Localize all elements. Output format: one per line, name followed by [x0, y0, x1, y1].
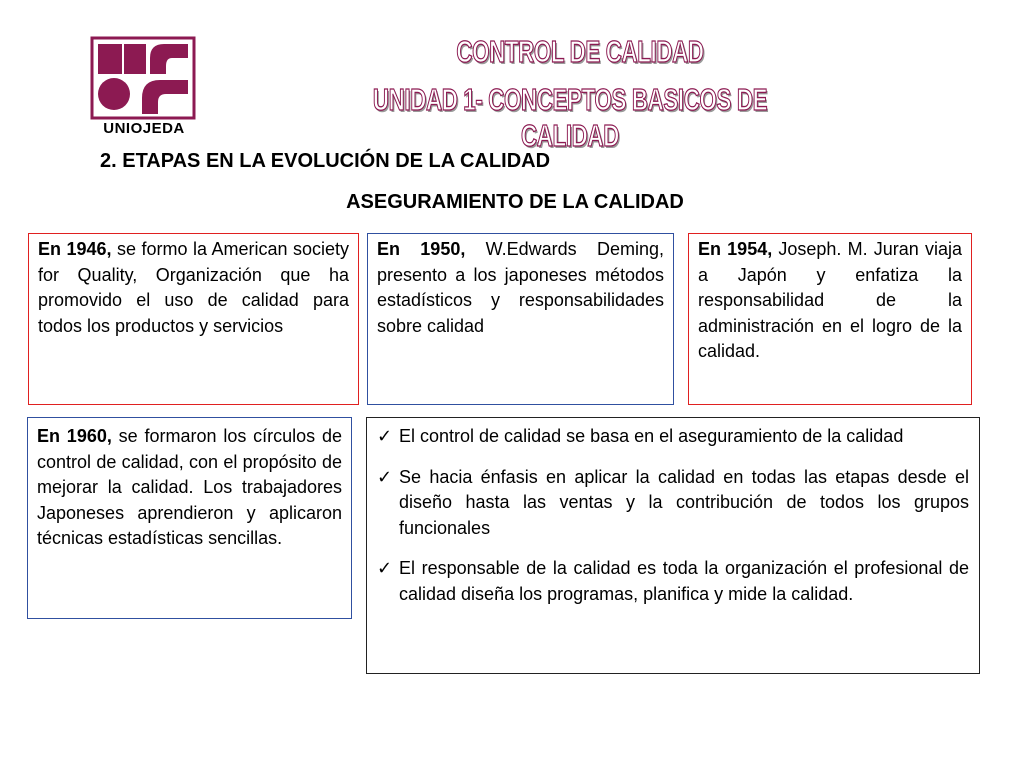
list-item	[377, 424, 969, 450]
box-1946	[28, 233, 359, 405]
check-icon: ✓	[377, 466, 393, 488]
box-1950-text: W.Edwards Deming, presento a los japoneses métodos estadísticos y responsabilidades sobre calidad	[377, 239, 664, 336]
box-1950	[367, 233, 674, 405]
check-icon: ✓	[377, 558, 393, 579]
box-1960-year: En 1960,	[37, 426, 112, 446]
subsection-heading: ASEGURAMIENTO DE LA CALIDAD	[346, 191, 684, 213]
box-1960	[27, 417, 352, 619]
summary-box	[366, 417, 980, 674]
check-icon: ✓	[377, 426, 393, 447]
box-1946-text: se formo la American society for Quality, Organización que ha promovido el uso de calidad para todos los productos y servicios	[38, 239, 350, 336]
box-1946-year: En 1946,	[38, 239, 112, 259]
box-1954	[688, 233, 972, 405]
list-item	[377, 465, 969, 542]
list-item-text: Se hacia énfasis en aplicar la calidad en todas las etapas desde el diseño hasta las ventas y la contribución de todos los grupos funcionales	[399, 466, 969, 538]
list-item	[377, 556, 969, 607]
box-1950-year: En 1950,	[377, 239, 466, 259]
box-1954-year: En 1954,	[698, 239, 773, 259]
logo-wordmark: UNIOJEDA	[103, 120, 185, 137]
section-heading: 2. ETAPAS EN LA EVOLUCIÓN DE LA CALIDAD	[100, 150, 551, 172]
list-item-text: El responsable de la calidad es toda la organización el profesional de calidad diseña los programas, planifica y mide la calidad.	[399, 558, 969, 604]
summary-list	[377, 424, 969, 607]
list-item-text: El control de calidad se basa en el aseguramiento de la calidad	[399, 426, 904, 446]
page-subtitle: UNIDAD 1- CONCEPTOS BASICOS DE CALIDAD	[372, 82, 768, 153]
box-1954-text: Joseph. M. Juran viaja a Japón y enfatiza la responsabilidad de la administración en el logro de la calidad.	[698, 239, 962, 361]
box-1960-text: se formaron los círculos de control de calidad, con el propósito de mejorar la calidad. Los trabajadores Japoneses aprendieron y aplicaron técnicas estadísticas sencillas.	[37, 426, 342, 548]
page-title: CONTROL DE CALIDAD	[456, 34, 704, 69]
